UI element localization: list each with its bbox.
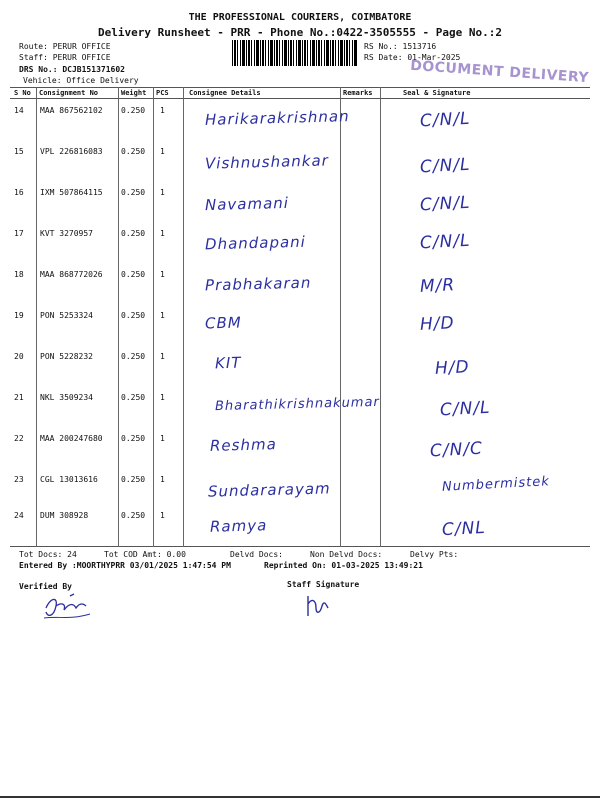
- row-sno: 21: [14, 393, 24, 402]
- document-delivery-stamp: DOCUMENT DELIVERY: [409, 57, 590, 87]
- col-weight: Weight: [121, 89, 147, 97]
- col-consignment: Consignment No: [39, 89, 99, 97]
- row-consignment: MAA 200247680: [40, 434, 103, 443]
- row-weight: 0.250: [121, 352, 146, 361]
- table-row: [10, 346, 590, 387]
- reprinted-on: Reprinted On: 01-03-2025 13:49:21: [264, 561, 423, 570]
- row-weight: 0.250: [121, 511, 146, 520]
- seal-handwriting: C/N/L: [419, 154, 472, 178]
- table-row: [10, 264, 590, 305]
- row-consignment: MAA 867562102: [40, 106, 103, 115]
- seal-handwriting: H/D: [434, 357, 471, 379]
- row-weight: 0.250: [121, 475, 146, 484]
- col-pcs: PCS: [156, 89, 169, 97]
- table-top-rule: [10, 87, 590, 88]
- table-row: [10, 387, 590, 428]
- seal-handwriting: M/R: [419, 275, 456, 297]
- row-pcs: 1: [160, 393, 165, 402]
- row-pcs: 1: [160, 147, 165, 156]
- table-row: [10, 505, 590, 546]
- staff-text: Staff: PERUR OFFICE: [19, 53, 111, 62]
- seal-handwriting: C/N/L: [419, 192, 472, 216]
- row-consignment: IXM 507864115: [40, 188, 103, 197]
- row-consignment: PON 5228232: [40, 352, 93, 361]
- seal-handwriting: C/N/C: [429, 438, 484, 462]
- seal-handwriting: Numbermistek: [441, 474, 551, 495]
- col-sno: S No: [14, 89, 31, 97]
- row-consignment: KVT 3270957: [40, 229, 93, 238]
- staff-signature: [300, 592, 340, 622]
- verified-signature: [40, 590, 100, 625]
- drs-number: DRS No.: DCJB151371602: [19, 65, 125, 74]
- row-consignment: VPL 226816083: [40, 147, 103, 156]
- table-row: [10, 469, 590, 510]
- row-sno: 23: [14, 475, 24, 484]
- row-sno: 18: [14, 270, 24, 279]
- row-weight: 0.250: [121, 311, 146, 320]
- consignee-handwriting: Dhandapani: [204, 232, 307, 254]
- seal-handwriting: C/N/L: [419, 108, 472, 132]
- consignee-handwriting: Bharathikrishnakumar: [214, 394, 380, 415]
- verified-by-label: Verified By: [19, 582, 72, 591]
- row-pcs: 1: [160, 311, 165, 320]
- row-pcs: 1: [160, 511, 165, 520]
- vehicle-text: Vehicle: Office Delivery: [23, 76, 139, 85]
- total-cod-amount: Tot COD Amt: 0.00: [104, 550, 186, 559]
- delivery-points: Delvy Pts:: [410, 550, 459, 559]
- row-consignment: MAA 868772026: [40, 270, 103, 279]
- col-seal: Seal & Signature: [403, 89, 471, 97]
- runsheet-subtitle: Delivery Runsheet - PRR - Phone No.:0422-3505555 - Page No.:2: [98, 26, 502, 39]
- table-row: [10, 182, 590, 223]
- row-pcs: 1: [160, 270, 165, 279]
- row-pcs: 1: [160, 106, 165, 115]
- barcode-image: [232, 40, 358, 66]
- delivered-docs: Delvd Docs:: [230, 550, 283, 559]
- row-sno: 16: [14, 188, 24, 197]
- consignee-handwriting: Sundararayam: [207, 479, 331, 501]
- row-consignment: CGL 13013616: [40, 475, 98, 484]
- row-sno: 19: [14, 311, 24, 320]
- row-sno: 17: [14, 229, 24, 238]
- page-bottom-edge: [0, 796, 600, 798]
- row-weight: 0.250: [121, 434, 146, 443]
- row-weight: 0.250: [121, 106, 146, 115]
- row-pcs: 1: [160, 434, 165, 443]
- row-weight: 0.250: [121, 188, 146, 197]
- non-delivered-docs: Non Delvd Docs:: [310, 550, 383, 559]
- table-row: [10, 100, 590, 141]
- table-row: [10, 305, 590, 346]
- route-text: Route: PERUR OFFICE: [19, 42, 111, 51]
- row-weight: 0.250: [121, 229, 146, 238]
- row-sno: 15: [14, 147, 24, 156]
- row-weight: 0.250: [121, 147, 146, 156]
- table-header-rule: [10, 98, 590, 99]
- consignee-handwriting: Navamani: [204, 193, 290, 215]
- row-sno: 14: [14, 106, 24, 115]
- consignee-handwriting: Vishnushankar: [204, 151, 330, 173]
- table-row: [10, 141, 590, 182]
- row-pcs: 1: [160, 229, 165, 238]
- row-weight: 0.250: [121, 270, 146, 279]
- row-pcs: 1: [160, 352, 165, 361]
- row-pcs: 1: [160, 475, 165, 484]
- total-docs: Tot Docs: 24: [19, 550, 77, 559]
- consignee-handwriting: Ramya: [209, 516, 268, 536]
- company-title: THE PROFESSIONAL COURIERS, COIMBATORE: [188, 12, 412, 23]
- seal-handwriting: C/N/L: [439, 397, 492, 421]
- consignee-handwriting: Reshma: [209, 435, 278, 455]
- consignee-handwriting: Prabhakaran: [204, 273, 312, 295]
- table-bottom-rule: [10, 546, 590, 547]
- seal-handwriting: C/N/L: [419, 230, 472, 254]
- table-row: [10, 428, 590, 469]
- consignee-handwriting: KIT: [214, 353, 242, 373]
- seal-handwriting: C/NL: [441, 517, 487, 541]
- row-sno: 22: [14, 434, 24, 443]
- row-weight: 0.250: [121, 393, 146, 402]
- consignee-handwriting: CBM: [204, 313, 242, 333]
- row-consignment: NKL 3509234: [40, 393, 93, 402]
- rs-date: RS Date: 01-Mar-2025: [364, 53, 461, 62]
- staff-signature-label: Staff Signature: [287, 580, 360, 589]
- col-consignee: Consignee Details: [189, 89, 261, 97]
- row-pcs: 1: [160, 188, 165, 197]
- consignee-handwriting: Harikarakrishnan: [204, 107, 350, 129]
- rs-number: RS No.: 1513716: [364, 42, 437, 51]
- row-consignment: DUM 308928: [40, 511, 89, 520]
- seal-handwriting: H/D: [419, 313, 456, 335]
- row-sno: 24: [14, 511, 24, 520]
- table-row: [10, 223, 590, 264]
- row-sno: 20: [14, 352, 24, 361]
- col-remarks: Remarks: [343, 89, 373, 97]
- entered-by: Entered By :MOORTHYPRR 03/01/2025 1:47:54 PM: [19, 561, 231, 570]
- row-consignment: PON 5253324: [40, 311, 93, 320]
